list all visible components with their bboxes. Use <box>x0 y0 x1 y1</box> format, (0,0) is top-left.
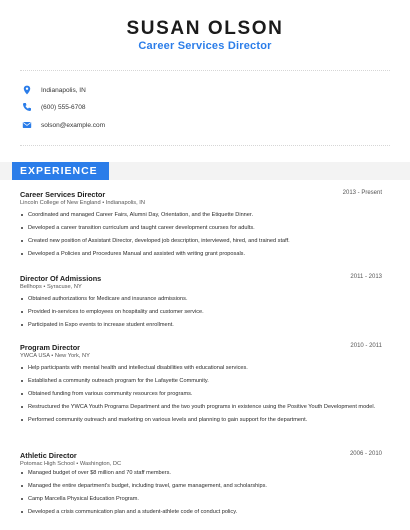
contact-phone <box>22 101 85 113</box>
job-bullet: Performed community outreach and marketing on various levels and planning to gain support for the department. <box>20 416 382 424</box>
job-bullet: Obtained funding from various community resources for programs. <box>20 390 382 398</box>
job-bullets <box>20 211 382 258</box>
header-divider <box>20 70 390 71</box>
job-entry <box>20 190 382 258</box>
job-org-location: New York, NY <box>54 353 90 359</box>
job-bullet: Help participants with mental health and intellectual disabilities with educational services. <box>20 364 382 372</box>
job-bullet: Established a community outreach program for the Lafayette Community. <box>20 377 382 385</box>
job-org-name: Lincoln College of New England <box>20 200 101 206</box>
job-organization: Potomac High School • Washington, DC <box>20 461 122 467</box>
job-dates: 2013 - Present <box>342 190 382 196</box>
job-dates: 2006 - 2010 <box>349 451 382 457</box>
job-org-name: Bellhops <box>20 284 42 290</box>
job-bullets <box>20 469 382 516</box>
job-title: Career Services Director <box>20 190 106 199</box>
job-bullet: Created new position of Assistant Director, developed job description, interviewed, hired, and trained staff. <box>20 237 382 245</box>
job-dates: 2011 - 2013 <box>350 274 382 280</box>
job-bullet: Developed a crisis communication plan and a student-athlete code of conduct policy. <box>20 508 382 516</box>
job-org-location: Syracuse, NY <box>46 284 82 290</box>
job-bullet: Obtained authorizations for Medicare and insurance admissions. <box>20 295 382 303</box>
job-bullet: Camp Marcella Physical Education Program. <box>20 495 382 503</box>
job-bullet: Provided in-services to employees on hospitality and customer service. <box>20 308 382 316</box>
section-heading-experience: EXPERIENCE <box>12 162 109 180</box>
job-dates: 2010 - 2011 <box>350 343 382 349</box>
job-bullet: Coordinated and managed Career Fairs, Alumni Day, Orientation, and the Etiquette Dinner. <box>20 211 382 219</box>
contact-phone-text: (600) 555-6708 <box>41 103 86 111</box>
job-organization: Bellhops • Syracuse, NY <box>20 284 82 290</box>
job-org-location: Indianapolis, IN <box>105 200 145 206</box>
job-entry <box>20 451 382 516</box>
envelope-icon <box>22 120 32 130</box>
job-bullet: Developed a Policies and Procedures Manual and assisted with writing grant proposals. <box>20 250 382 258</box>
job-bullet: Managed the entire department's budget, including travel, game management, and scholarships. <box>20 482 382 490</box>
location-pin-icon <box>22 85 32 95</box>
job-entry <box>20 274 382 329</box>
job-bullet: Restructured the YWCA Youth Programs Department and the two youth programs in existence using the Positive Youth Development model. <box>20 403 382 411</box>
job-org-name: YWCA USA <box>20 353 50 359</box>
contact-location <box>22 84 86 96</box>
job-org-name: Potomac High School <box>20 461 75 467</box>
job-title: Director Of Admissions <box>20 274 102 283</box>
job-entry <box>20 343 382 424</box>
resume-title: Career Services Director <box>138 40 272 52</box>
job-organization: Lincoln College of New England • Indianapolis, IN <box>20 200 145 206</box>
resume-name: SUSAN OLSON <box>126 18 284 39</box>
job-bullet: Managed budget of over $8 million and 70 staff members. <box>20 469 382 477</box>
job-org-location: Washington, DC <box>79 461 122 467</box>
job-bullets <box>20 295 382 329</box>
job-title: Program Director <box>20 343 81 352</box>
contact-location-text: Indianapolis, IN <box>41 86 86 94</box>
job-bullet: Participated in Expo events to increase student enrollment. <box>20 321 382 329</box>
job-title: Athletic Director <box>20 451 77 460</box>
contact-divider <box>20 145 390 146</box>
contact-email <box>22 119 105 131</box>
job-bullet: Developed a career transition curriculum and taught career development courses for adults. <box>20 224 382 232</box>
job-organization: YWCA USA • New York, NY <box>20 353 90 359</box>
phone-icon <box>22 102 32 112</box>
contact-email-text: solson@example.com <box>41 121 106 129</box>
job-bullets <box>20 364 382 424</box>
